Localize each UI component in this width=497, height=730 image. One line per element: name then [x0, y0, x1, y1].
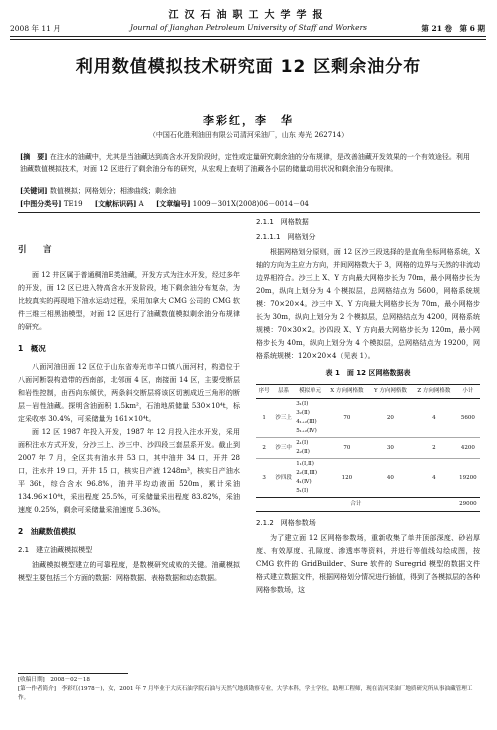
abstract-rule [18, 212, 480, 213]
section-2-heading: 2 油藏数值模拟 [18, 527, 76, 536]
table-cell: 沙三上 [272, 399, 295, 438]
table-cell: 2 [412, 438, 456, 459]
table-cell: 3 [262, 474, 266, 481]
header-rule-thin [10, 39, 486, 40]
volume-issue: 第 21 卷 第 6 期 [421, 24, 485, 33]
table-cell: 70 [325, 399, 369, 438]
right-column [256, 214, 480, 597]
journal-name: 江汉石油职工大学学报 [168, 10, 329, 21]
author-bio: [第一作者简介] 李彩红(1978－)，女，2001 年 7 月毕业于大庆石油学院石油与天然气地质勘察专业，大学本科，学士学位，助理工程师，现在清河采油厂地质研究所从事油藏管理工作。 [18, 686, 473, 701]
intro-paragraph: 面 12 井区属于普通稠油E类油藏，开发方式为注水开发，经过多年的开发，面 12 区已进入特高含水开发阶段，地下剩余油分布复杂，为比较真实的再现地下油水运动过程，采用加拿大 CMG 公司的 CMG 软件三维三相黑油模型，对面 12 区进行了油藏数值模拟剩余油分布规律的研究。 [18, 271, 240, 331]
sim-unit: 2₁(Ⅰ) [296, 440, 309, 446]
table-header-cell: X 方向网格数 [325, 385, 369, 399]
table-header-cell: Z 方向网格数 [412, 385, 456, 399]
keywords-label: [关键词] [20, 186, 48, 195]
keywords [20, 186, 475, 196]
article-authors: 李彩红，李 华 [203, 114, 294, 127]
table-row [256, 438, 480, 459]
sim-unit: 1₁(Ⅰ,Ⅱ) [296, 461, 314, 467]
abstract-label: [摘 要] [20, 152, 48, 161]
section-1-paragraph-2: 面 12 区 1987 年投入开发，1987 年 12 月投入注水开发，采用面积注水方式开发，分沙三上、沙三中、沙四段三套层系开发。截止到 2007 年 7 月，全区共有油水井 53 口，其中油井 34 口，开井 28 口，注水井 19 口，开井 15 口，核实日产液 1248m³，核实日产油水平 36t，综合含水 96.8%，油井平均动液面 520m，累计采油 134.96×10⁴t，采出程度 25.5%，可采储量采出程度 83.82%，采油速度 0.25%，剩余可采储量采油速度 5.36%。 [18, 428, 240, 514]
header-rule [10, 36, 486, 37]
table-cell: 沙四段 [275, 474, 292, 481]
table-cell: 1 [256, 399, 272, 438]
params-paragraph: 为了建立面 12 区网格参数场，重新收集了单井顶部深度、砂岩厚度、有效厚度、孔隙度、渗透率等资料，并进行等值线勾绘成图，按 CMG 软件的 GridBuilder、Sure 软件的 Suregrid 模型的数据文件格式建立数据文件，根据网格划分情况进行插值，得到了各模拟层的各种网格参数场，这 [256, 534, 480, 594]
table-total-label: 合计 [256, 498, 456, 512]
table-cell: 2 [256, 438, 272, 459]
keywords-text: 数值模拟；网格划分；相渗曲线；剩余油 [49, 187, 176, 195]
table-cell: 70 [325, 438, 369, 459]
sim-unit: 5₁₊₂(Ⅳ) [296, 428, 317, 434]
grid-data-table [256, 384, 480, 512]
table-header-row [256, 385, 480, 399]
intro-heading: 引 言 [18, 245, 56, 255]
article-title: 利用数值模拟技术研究面 12 区剩余油分布 [75, 57, 422, 77]
section-1-paragraph-1: 八面河油田面 12 区位于山东省寿光市羊口镇八面河村，构造位于八面河断裂构造带的西南部，北邻面 4 区，南接面 14 区，主要受断层和岩性控制，由西向东倾伏，两条斜交断层将该区切割成近三角形的断层－岩性油藏。探明含油面积 1.5km²，石油地质储量 530×10⁴t，标定采收率 30.4%，可采储量为 161×10⁴t。 [18, 363, 240, 423]
section-2-1-2-heading: 2.1.2 网格参数场 [256, 519, 316, 527]
table-header-cell: 模拟单元 [295, 385, 325, 399]
author-affiliation: （中国石化胜利油田有限公司清河采油厂，山东 寿光 262714） [148, 131, 349, 139]
section-2-1-heading: 2.1 建立油藏模拟模型 [18, 546, 93, 554]
table-row [256, 399, 480, 438]
table-cell: 5600 [456, 399, 480, 438]
table-header-cell: Y 方向网格数 [369, 385, 412, 399]
table-total-row [256, 498, 480, 512]
table-cell-units [295, 438, 325, 459]
article-id-value: 1009－301X(2008)06－0014－04 [192, 200, 309, 208]
table-header-cell: 层系 [272, 385, 295, 399]
left-column [18, 214, 240, 585]
sim-unit: 4₁₊₂(Ⅲ) [296, 419, 317, 425]
article-id-label: [文章编号] [155, 199, 191, 208]
section-2-1-1-1-heading: 2.1.1.1 网格划分 [256, 233, 316, 241]
sim-unit: 5₁(Ⅰ) [296, 488, 309, 494]
doc-code-value: A [138, 200, 144, 208]
clc-label: [中图分类号] [20, 199, 62, 208]
sim-unit: 4₁(Ⅳ) [296, 479, 312, 485]
table-cell: 4 [432, 474, 436, 481]
footnote-rule [18, 673, 128, 674]
table-row [256, 459, 480, 498]
table-header-cell: 序号 [256, 385, 272, 399]
section-1-heading: 1 概况 [18, 344, 46, 353]
table-cell: 40 [386, 474, 394, 481]
abstract-text: 在注水的油藏中，尤其是当油藏达到高含水开发阶段时，定性或定量研究剩余油的分布规律，是改善油藏开发效果的一个有效途径。利用油藏数值模拟技术，对面 12 区进行了剩余油分布的研究，从宏观上查明了油藏各小层的储量动用状况和剩余油分布规律。 [20, 153, 470, 173]
table-cell: 19200 [459, 474, 477, 481]
sim-unit: 2₂(Ⅱ,Ⅲ) [296, 470, 317, 476]
classification-line [20, 199, 480, 209]
table-cell: 120 [341, 474, 353, 481]
table-cell-units [295, 399, 325, 438]
table-cell-units [295, 459, 325, 498]
table-cell: 20 [369, 399, 412, 438]
section-2-1-paragraph: 油藏模拟模型建立的可靠程度，是数模研究成败的关键。油藏模拟模型主要包括三个方面的数据：网格数据、表格数据和动态数据。 [18, 561, 240, 582]
clc-value: TE19 [63, 200, 83, 208]
table-cell: 4200 [456, 438, 480, 459]
sim-unit: 2₂(Ⅱ) [296, 449, 310, 455]
doc-code-label: [文献标识码] [94, 199, 137, 208]
issue-date: 2008 年 11 月 [10, 24, 61, 33]
grid-paragraph: 根据网格划分原则，面 12 区沙三段选择的是直角坐标网格系统，X 轴的方向为主应力方向，并间网格数大于 3，网格的边界与天然的非流动边界相符合。沙三上 X、Y 方向最大网格步长为 70m，最小网格步长为 20m，纵向上划分为 4 个模拟层，总网格结点为 5600，网格系统规模：70×20×4。沙三中 X、Y 方向最大网格步长为 70m，最小网格步长为 30m，纵向上划分为 2 个模拟层，总网格结点为 4200，网格系统规模：70×30×2。沙四段 X、Y 方向最大网格步长为 120m，最小网格步长为 40m，纵向上划分为 4 个模拟层，总网格结点为 19200，网格系统规模：120×20×4（见表 1）。 [256, 248, 480, 360]
section-2-1-1-heading: 2.1.1 网格数据 [256, 218, 309, 226]
table-total-value: 29000 [456, 498, 480, 512]
received-date: [收稿日期] 2008－02－18 [18, 677, 90, 683]
table-header-cell: 小计 [456, 385, 480, 399]
footnote [18, 676, 480, 703]
sim-unit: 3₁(Ⅰ) [296, 401, 309, 407]
table-cell: 4 [412, 399, 456, 438]
sim-unit: 3₂(Ⅱ) [296, 410, 310, 416]
table-title: 表 1 面 12 区网格数据表 [325, 369, 411, 377]
table-cell: 沙三中 [272, 438, 295, 459]
journal-name-english: Journal of Jianghan Petroleum University of Staff and Workers [129, 23, 368, 32]
table-cell: 30 [369, 438, 412, 459]
abstract [20, 151, 475, 175]
